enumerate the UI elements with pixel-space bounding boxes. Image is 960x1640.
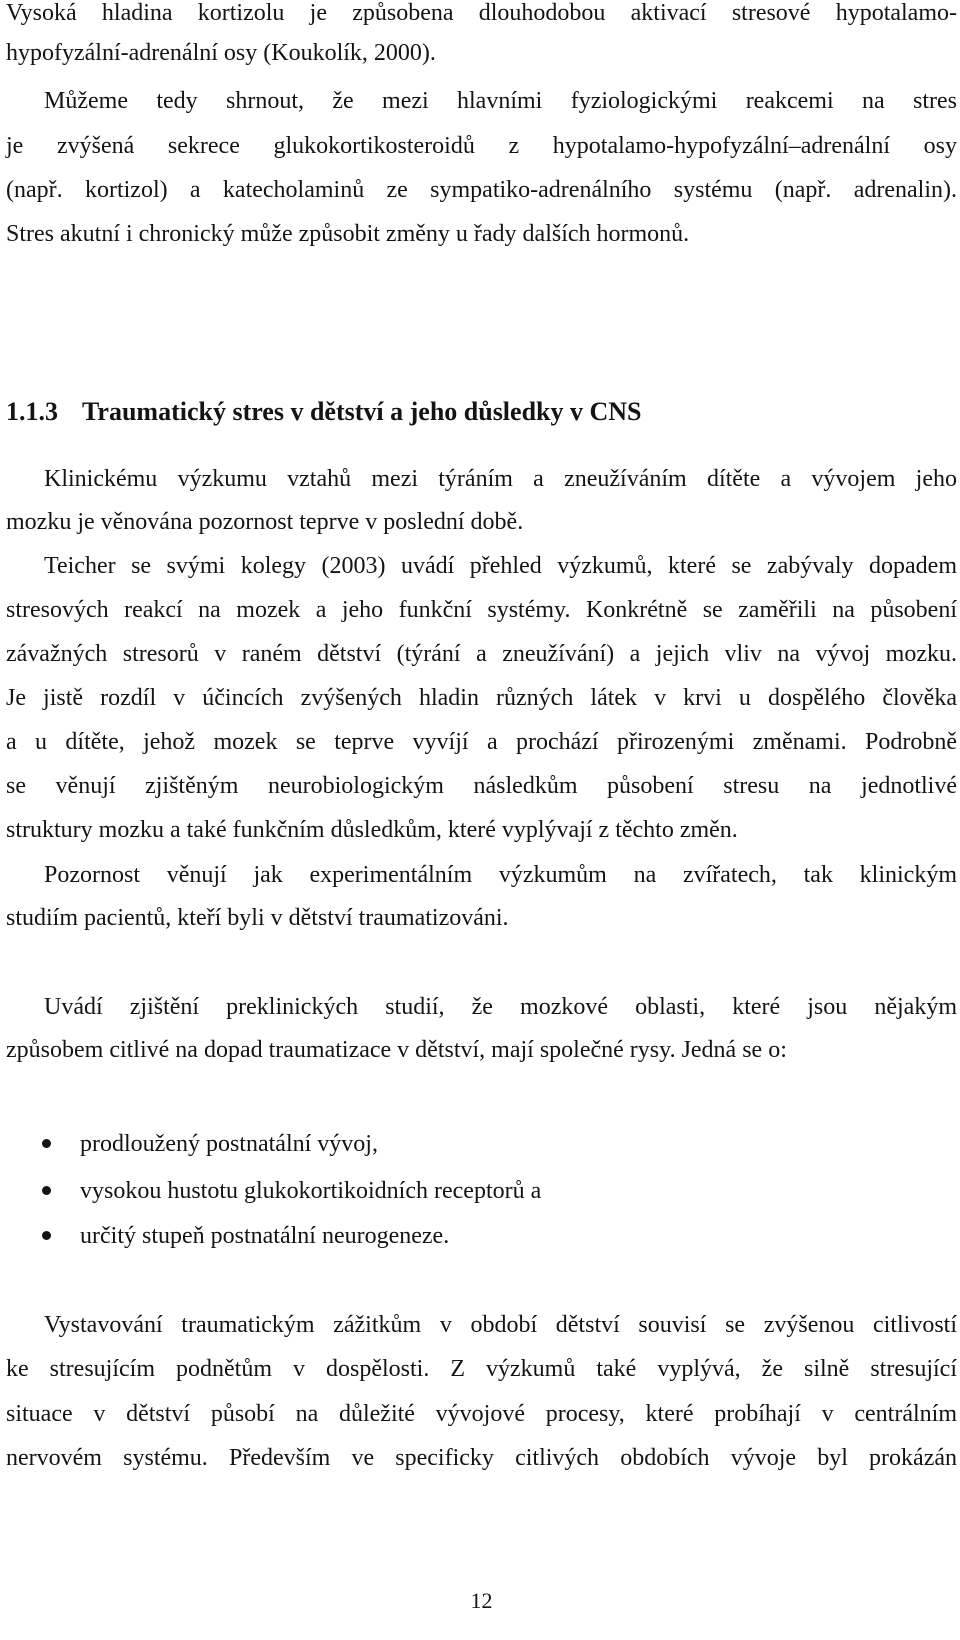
section-title: Traumatický stres v dětství a jeho důsledky v CNS: [82, 397, 642, 426]
text-line: Vysoká hladina kortizolu je způsobena dlouhodobou aktivací stresové hypotalamo-: [6, 0, 957, 26]
text-line: hypofyzální-adrenální osy (Koukolík, 2000).: [6, 40, 436, 66]
text-line: Stres akutní i chronický může způsobit změny u řady dalších hormonů.: [6, 221, 690, 247]
list-item-text: prodloužený postnatální vývoj,: [80, 1131, 378, 1157]
text-line: Je jistě rozdíl v účincích zvýšených hladin různých látek v krvi u dospělého člověka: [6, 685, 957, 711]
text-line: (např. kortizol) a katecholaminů ze sympatiko-adrenálního systému (např. adrenalin).: [6, 177, 957, 203]
text-line: nervovém systému. Především ve specificky citlivých obdobích vývoje byl prokázán: [6, 1445, 957, 1471]
document-page: [6, 0, 956, 1640]
section-number: 1.1.3: [6, 397, 58, 426]
list-item: [42, 1174, 541, 1208]
text-line: ke stresujícím podnětům v dospělosti. Z výzkumů také vyplývá, že silně stresující: [6, 1356, 957, 1382]
text-line: a u dítěte, jehož mozek se teprve vyvíjí a prochází přirozenými změnami. Podrobně: [6, 729, 957, 755]
text-line: je zvýšená sekrece glukokortikosteroidů z hypotalamo-hypofyzální–adrenální osy: [6, 133, 957, 159]
text-line: se věnují zjištěným neurobiologickým následkům působení stresu na jednotlivé: [6, 773, 957, 799]
list-item: [42, 1127, 378, 1161]
text-line: situace v dětství působí na důležité vývojové procesy, které probíhají v centrálním: [6, 1401, 957, 1427]
bullet-icon: [42, 1139, 51, 1148]
list-item: [42, 1219, 449, 1253]
text-line: Uvádí zjištění preklinických studií, že mozkové oblasti, které jsou nějakým: [44, 994, 957, 1020]
text-line: Pozornost věnují jak experimentálním výzkumům na zvířatech, tak klinickým: [44, 862, 957, 888]
list-item-text: určitý stupeň postnatální neurogeneze.: [80, 1223, 450, 1249]
list-item-text: vysokou hustotu glukokortikoidních receptorů a: [80, 1178, 542, 1204]
text-line: struktury mozku a také funkčním důsledkům, které vyplývají z těchto změn.: [6, 817, 738, 843]
text-line: mozku je věnována pozornost teprve v poslední době.: [6, 509, 524, 535]
text-line: studiím pacientů, kteří byli v dětství traumatizováni.: [6, 905, 509, 931]
bullet-icon: [42, 1231, 51, 1240]
bullet-icon: [42, 1186, 51, 1195]
text-line: Můžeme tedy shrnout, že mezi hlavními fyziologickými reakcemi na stres: [44, 88, 957, 114]
text-line: stresových reakcí na mozek a jeho funkční systémy. Konkrétně se zaměřili na působení: [6, 597, 957, 623]
text-line: Klinickému výzkumu vztahů mezi týráním a zneužíváním dítěte a vývojem jeho: [44, 466, 957, 492]
text-line: způsobem citlivé na dopad traumatizace v dětství, mají společné rysy. Jedná se o:: [6, 1037, 787, 1063]
text-line: Vystavování traumatickým zážitkům v období dětství souvisí se zvýšenou citlivostí: [44, 1312, 957, 1338]
text-line: Teicher se svými kolegy (2003) uvádí přehled výzkumů, které se zabývaly dopadem: [44, 553, 957, 579]
text-line: závažných stresorů v raném dětství (týrání a zneužívání) a jejich vliv na vývoj mozku.: [6, 641, 957, 667]
page-number: 12: [470, 1588, 493, 1613]
section-heading: [6, 395, 642, 429]
